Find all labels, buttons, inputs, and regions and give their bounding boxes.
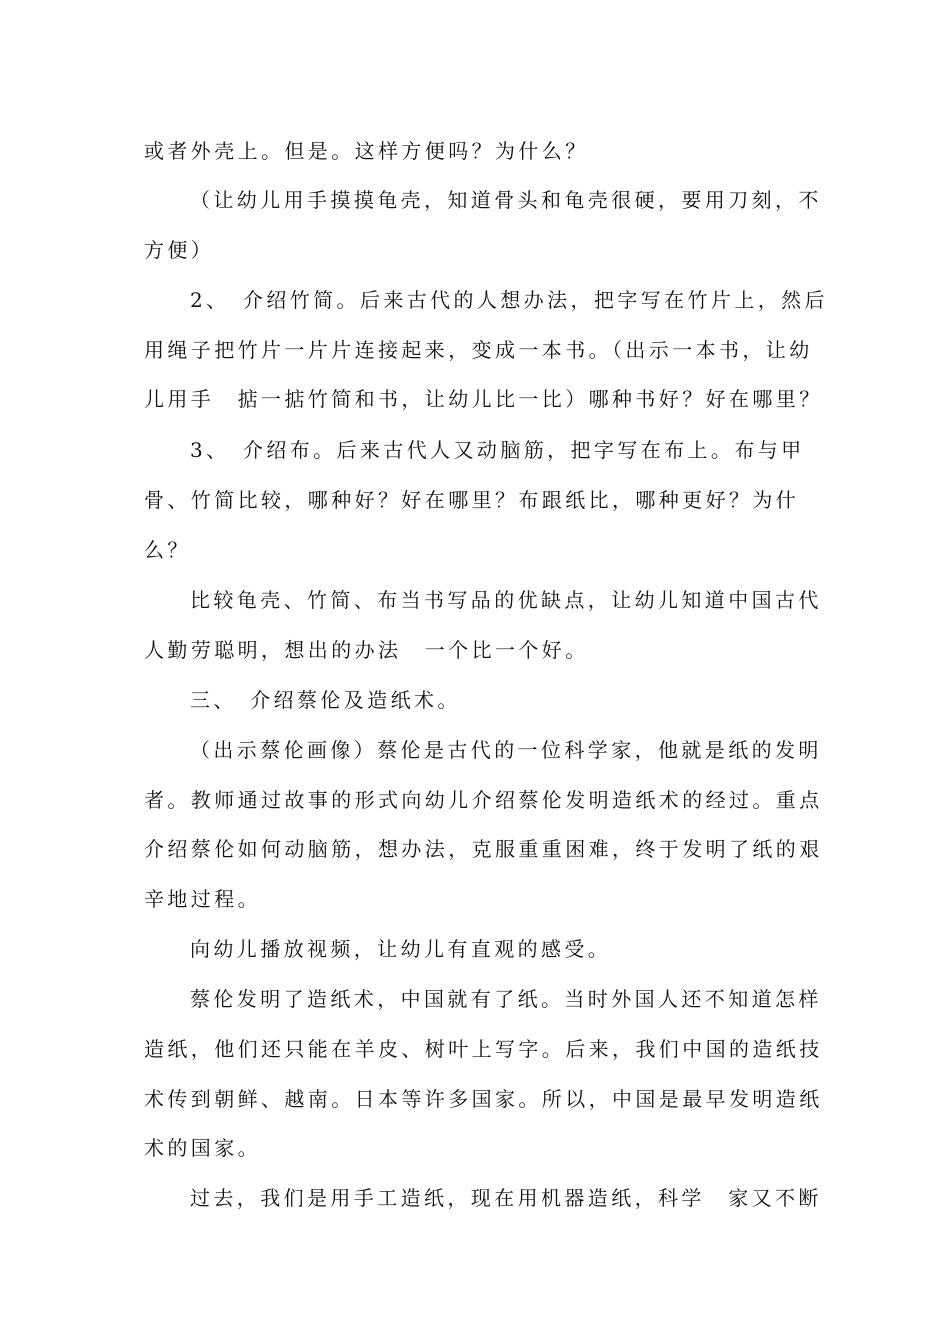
text-line: （出示蔡伦画像）蔡伦是古代的一位科学家，他就是纸的发明	[190, 738, 822, 762]
text-line: 术传到朝鲜、越南。日本等许多国家。所以，中国是最早发明造纸	[144, 1087, 823, 1111]
text-line: 或者外壳上。但是。这样方便吗？为什么？	[144, 139, 589, 163]
text-line: 过去，我们是用手工造纸，现在用机器造纸，科学 家又不断	[190, 1186, 822, 1210]
text-line: 造纸，他们还只能在羊皮、树叶上写字。后来，我们中国的造纸技	[144, 1037, 823, 1061]
text-line: 者。教师通过故事的形式向幼儿介绍蔡伦发明造纸术的经过。重点	[144, 788, 823, 812]
text-line: 术的国家。	[144, 1136, 261, 1160]
text-line: 用绳子把竹片一片片连接起来，变成一本书。（出示一本书，让幼	[144, 338, 813, 362]
text-line: 骨、竹简比较，哪种好？好在哪里？布跟纸比，哪种更好？为什	[144, 488, 800, 512]
text-line: 方便）	[144, 238, 215, 262]
text-line: 介绍蔡伦如何动脑筋，想办法，克服重重困难，终于发明了纸的艰	[144, 837, 823, 861]
text-line: （让幼儿用手摸摸龟壳，知道骨头和龟壳很硬，要用刀刻，不	[190, 188, 822, 212]
text-line: 人勤劳聪明，想出的办法 一个比一个好。	[144, 638, 589, 662]
text-line: 么？	[144, 538, 191, 562]
text-line: 儿用手 掂一掂竹简和书，让幼儿比一比）哪种书好？好在哪里？	[144, 387, 823, 411]
section-heading: 三、 介绍蔡伦及造纸术。	[190, 688, 461, 712]
text-line: 比较龟壳、竹简、布当书写品的优缺点，让幼儿知道中国古代	[190, 588, 822, 612]
text-line: 蔡伦发明了造纸术，中国就有了纸。当时外国人还不知道怎样	[190, 987, 822, 1011]
text-line: 3、 介绍布。后来古代人又动脑筋，把字写在布上。布与甲	[190, 438, 805, 462]
text-line: 2、 介绍竹简。后来古代的人想办法，把字写在竹片上，然后	[190, 288, 828, 312]
text-line: 向幼儿播放视频，让幼儿有直观的感受。	[190, 937, 612, 961]
text-line: 辛地过程。	[144, 887, 261, 911]
